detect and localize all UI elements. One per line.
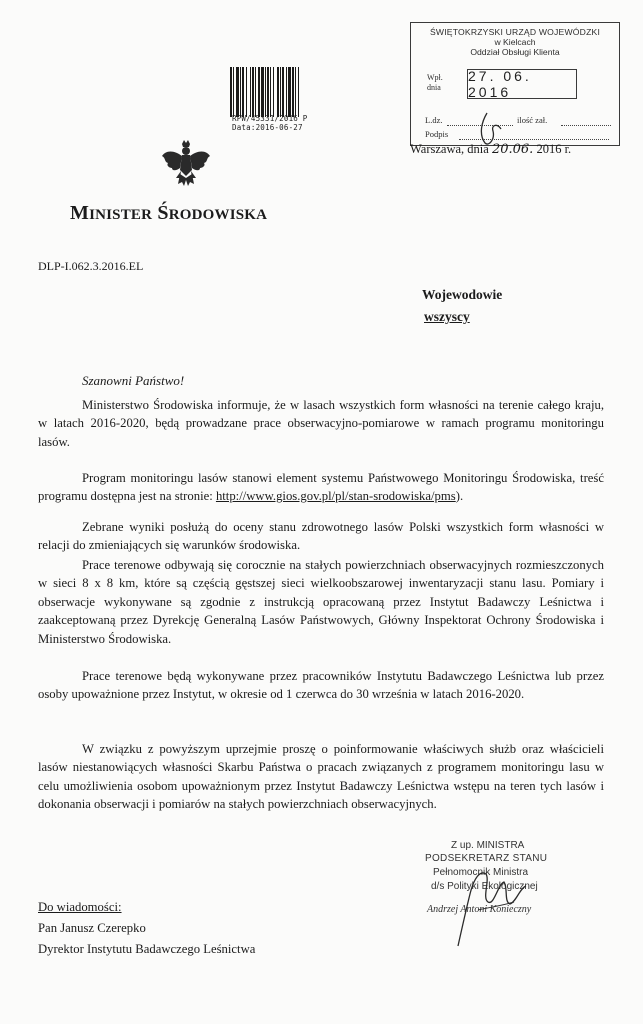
cc-recipient-1: Pan Janusz Czerepko xyxy=(38,921,146,935)
signature-line-1: Z up. MINISTRA xyxy=(451,840,525,851)
paragraph-3-text: Zebrane wyniki posłużą do oceny stanu zdrowotnego lasów Polski wszystkich form własności w relacji do zmieniających się warunków środowiska. xyxy=(38,520,604,553)
addressee-line1: Wojewodowie xyxy=(422,287,503,302)
dateline-year: 2016 r. xyxy=(536,142,572,156)
title-word-2: RODOWISKA xyxy=(168,207,268,223)
eagle-emblem-icon xyxy=(160,138,212,190)
reference-number: DLP-I.062.3.2016.EL xyxy=(38,259,144,273)
paragraph-1-text: Ministerstwo Środowiska informuje, że w lasach wszystkich form własności na terenie całego kraju, w latach 2016-2020, będą prowadzane prace obserwacyjno-pomiarowe w ramach programu monitoringu lasów. xyxy=(38,398,604,449)
stamp-received-label xyxy=(427,73,443,93)
paragraph-2 xyxy=(38,469,604,506)
barcode-caption-line1: RPW/45331/2016 P xyxy=(232,114,308,123)
paragraph-2-text: Program monitoringu lasów stanowi element systemu Państwowego Monitoringu Środowiska, treść programu dostępna jest na stronie: xyxy=(38,471,604,504)
paragraph-5-text: Prace terenowe będą wykonywane przez pracowników Instytutu Badawczego Leśnictwa lub przez osoby upoważnione przez Instytut, w okresie od 1 czerwca do 30 września w latach 2016-2020. xyxy=(38,669,604,702)
stamp-office-line: ŚWIĘTOKRZYSKI URZĄD WOJEWÓDZKI xyxy=(429,27,601,37)
signature-line-2: PODSEKRETARZ STANU xyxy=(425,853,548,864)
title-initial-2: Ś xyxy=(157,202,169,224)
paragraph-6 xyxy=(38,740,604,814)
paragraph-4-text: Prace terenowe odbywają się corocznie na stałych powierzchniach obserwacyjnych rozmieszczonych w sieci 8 x 8 km, które są częścią gęstszej sieci wielkoobszarowej inwentaryzacji stanu lasu. Pomiary i obserwacje wykonywane są zgodnie z instrukcją opracowaną przez Instytut Badawczy Leśnictwa i zaakceptowaną przez Dyrekcję Generalną Lasów Państwowych, Główny Inspektorat Ochrony Środowiska i Ministerstwo Środowiska. xyxy=(38,558,604,646)
stamp-city-line: w Kielcach xyxy=(494,37,536,47)
paragraph-6-text: W związku z powyższym uprzejmie proszę o poinformowanie właściwych służb oraz właścicieli lasów niestanowiących własności Skarbu Państwa o pracach związanych z programem monitoringu lasu w celu umożliwienia osobom upoważnionym przez Instytut Badawczy Leśnictwa wstępu na teren tych lasów i dokonania obserwacji i pomiarów na stałych powierzchniach obserwacyjnych. xyxy=(38,742,604,812)
paragraph-4 xyxy=(38,556,604,648)
paragraph-3 xyxy=(38,518,604,555)
signature-line-3: Pełnomocnik Ministra xyxy=(433,867,529,878)
stamp-received-date: 27. 06. 2016 xyxy=(467,69,577,99)
minister-title xyxy=(70,202,267,225)
programme-link[interactable]: http://www.gios.gov.pl/pl/stan-srodowiska/pms xyxy=(215,489,456,504)
cc-title: Do wiadomości: xyxy=(38,900,122,914)
stamp-ilosc-dots xyxy=(561,125,611,126)
stamp-department-line: Oddział Obsługi Klienta xyxy=(470,47,560,57)
dateline-handwritten-date: 20.06. xyxy=(491,142,534,157)
dateline xyxy=(410,142,571,157)
signature-name: Andrzej Antoni Konieczny xyxy=(427,904,532,915)
stamp-received-label-2: dnia xyxy=(427,83,441,92)
stamp-ilosc-label: ilość zał. xyxy=(517,115,548,125)
title-initial-1: M xyxy=(70,202,90,224)
signature-line-4: d/s Polityki Ekologicznej xyxy=(431,881,538,892)
handwritten-signature xyxy=(430,858,550,948)
addressee-line2: wszyscy xyxy=(424,309,470,324)
barcode-caption-line2: Data:2016-06-27 xyxy=(232,123,303,132)
cc-recipient-2: Dyrektor Instytutu Badawczego Leśnictwa xyxy=(38,942,256,956)
stamp-podpis-label: Podpis xyxy=(425,129,449,139)
barcode-caption xyxy=(232,114,342,132)
title-word-1: INISTER xyxy=(89,207,153,223)
dateline-city: Warszawa, dnia xyxy=(410,142,489,156)
paragraph-1 xyxy=(38,396,604,451)
received-stamp xyxy=(410,22,620,146)
stamp-ldz-label: L.dz. xyxy=(425,115,443,125)
paragraph-2-end: ). xyxy=(455,489,464,504)
greeting: Szanowni Państwo! xyxy=(82,373,185,388)
paragraph-5 xyxy=(38,667,604,704)
stamp-received-label-1: Wpł. xyxy=(427,73,443,82)
